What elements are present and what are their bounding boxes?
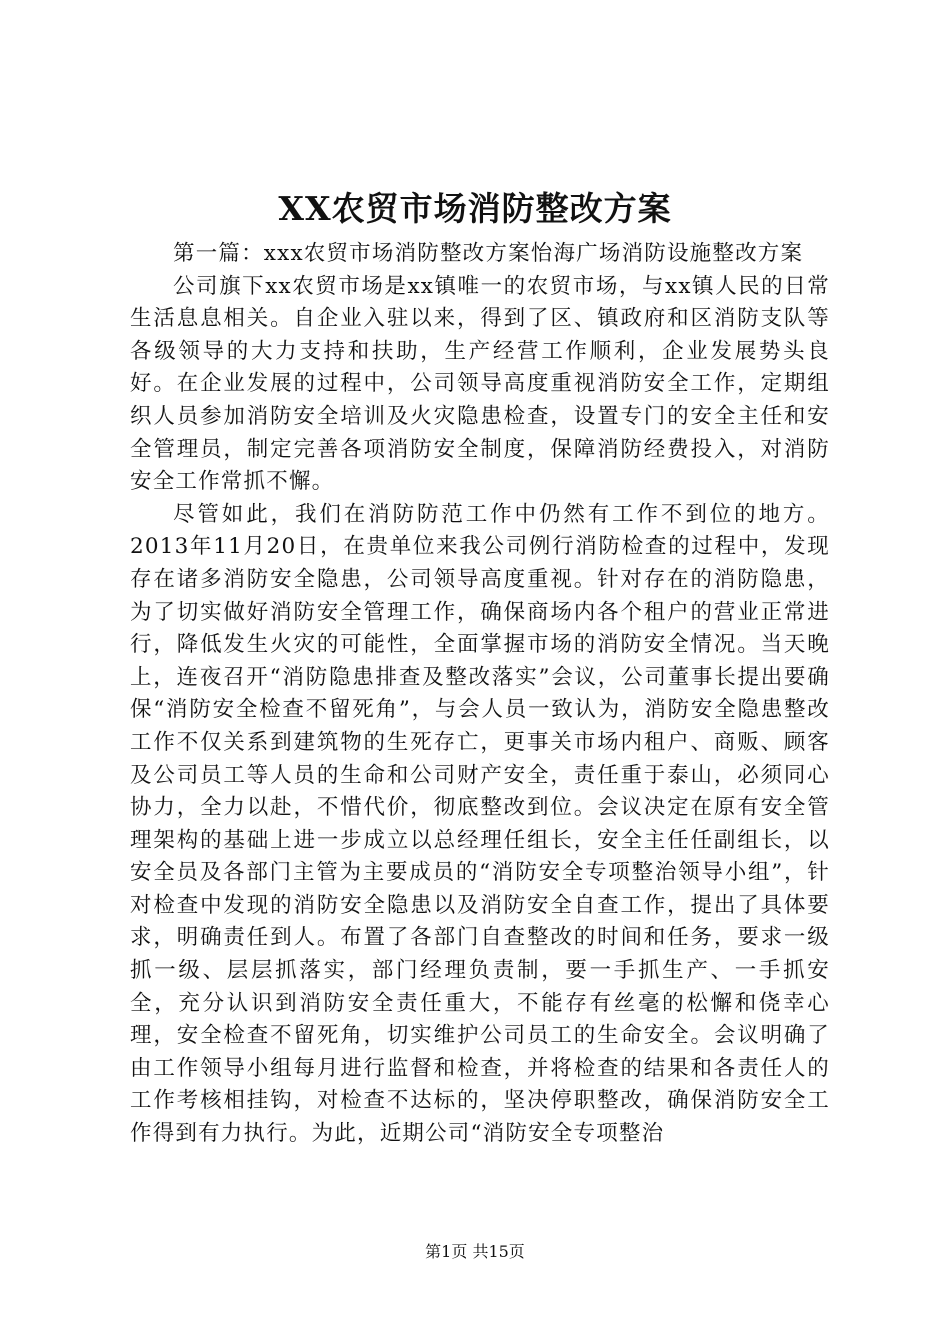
document-body: [130, 238, 830, 1151]
paragraph: 公司旗下xx农贸市场是xx镇唯一的农贸市场，与xx镇人民的日常生活息息相关。自企业入驻以来，得到了区、镇政府和区消防支队等各级领导的大力支持和扶助，生产经营工作顺利，企业发展势头良好。在企业发展的过程中，公司领导高度重视消防安全工作，定期组织人员参加消防安全培训及火灾隐患检查，设置专门的安全主任和安全管理员，制定完善各项消防安全制度，保障消防经费投入，对消防安全工作常抓不懈。: [130, 273, 830, 495]
page-number: 第1页 共15页: [425, 1242, 525, 1261]
paragraph: 尽管如此，我们在消防防范工作中仍然有工作不到位的地方。2013年11月20日，在贵单位来我公司例行消防检查的过程中，发现存在诸多消防安全隐患，公司领导高度重视。针对存在的消防隐患，为了切实做好消防安全管理工作，确保商场内各个租户的营业正常进行，降低发生火灾的可能性，全面掌握市场的消防安全情况。当天晚上，连夜召开“消防隐患排查及整改落实”会议，公司董事长提出要确保“消防安全检查不留死角”，与会人员一致认为，消防安全隐患整改工作不仅关系到建筑物的生死存亡，更事关市场内租户、商贩、顾客及公司员工等人员的生命和公司财产安全，责任重于泰山，必须同心协力，全力以赴，不惜代价，彻底整改到位。会议决定在原有安全管理架构的基础上进一步成立以总经理任组长，安全主任任副组长，以安全员及各部门主管为主要成员的“消防安全专项整治领导小组”，针对检查中发现的消防安全隐患以及消防安全自查工作，提出了具体要求，明确责任到人。布置了各部门自查整改的时间和任务，要求一级抓一级、层层抓落实，部门经理负责制，要一手抓生产、一手抓安全，充分认识到消防安全责任重大，不能存有丝毫的松懈和侥幸心理，安全检查不留死角，切实维护公司员工的生命安全。会议明确了由工作领导小组每月进行监督和检查，并将检查的结果和各责任人的工作考核相挂钩，对检查不达标的，坚决停职整改，确保消防安全工作得到有力执行。为此，近期公司“消防安全专项整治: [130, 501, 830, 1147]
paragraph-heading: 第一篇：xxx农贸市场消防整改方案怡海广场消防设施整改方案: [173, 241, 804, 266]
document-title: XX农贸市场消防整改方案: [278, 189, 672, 228]
